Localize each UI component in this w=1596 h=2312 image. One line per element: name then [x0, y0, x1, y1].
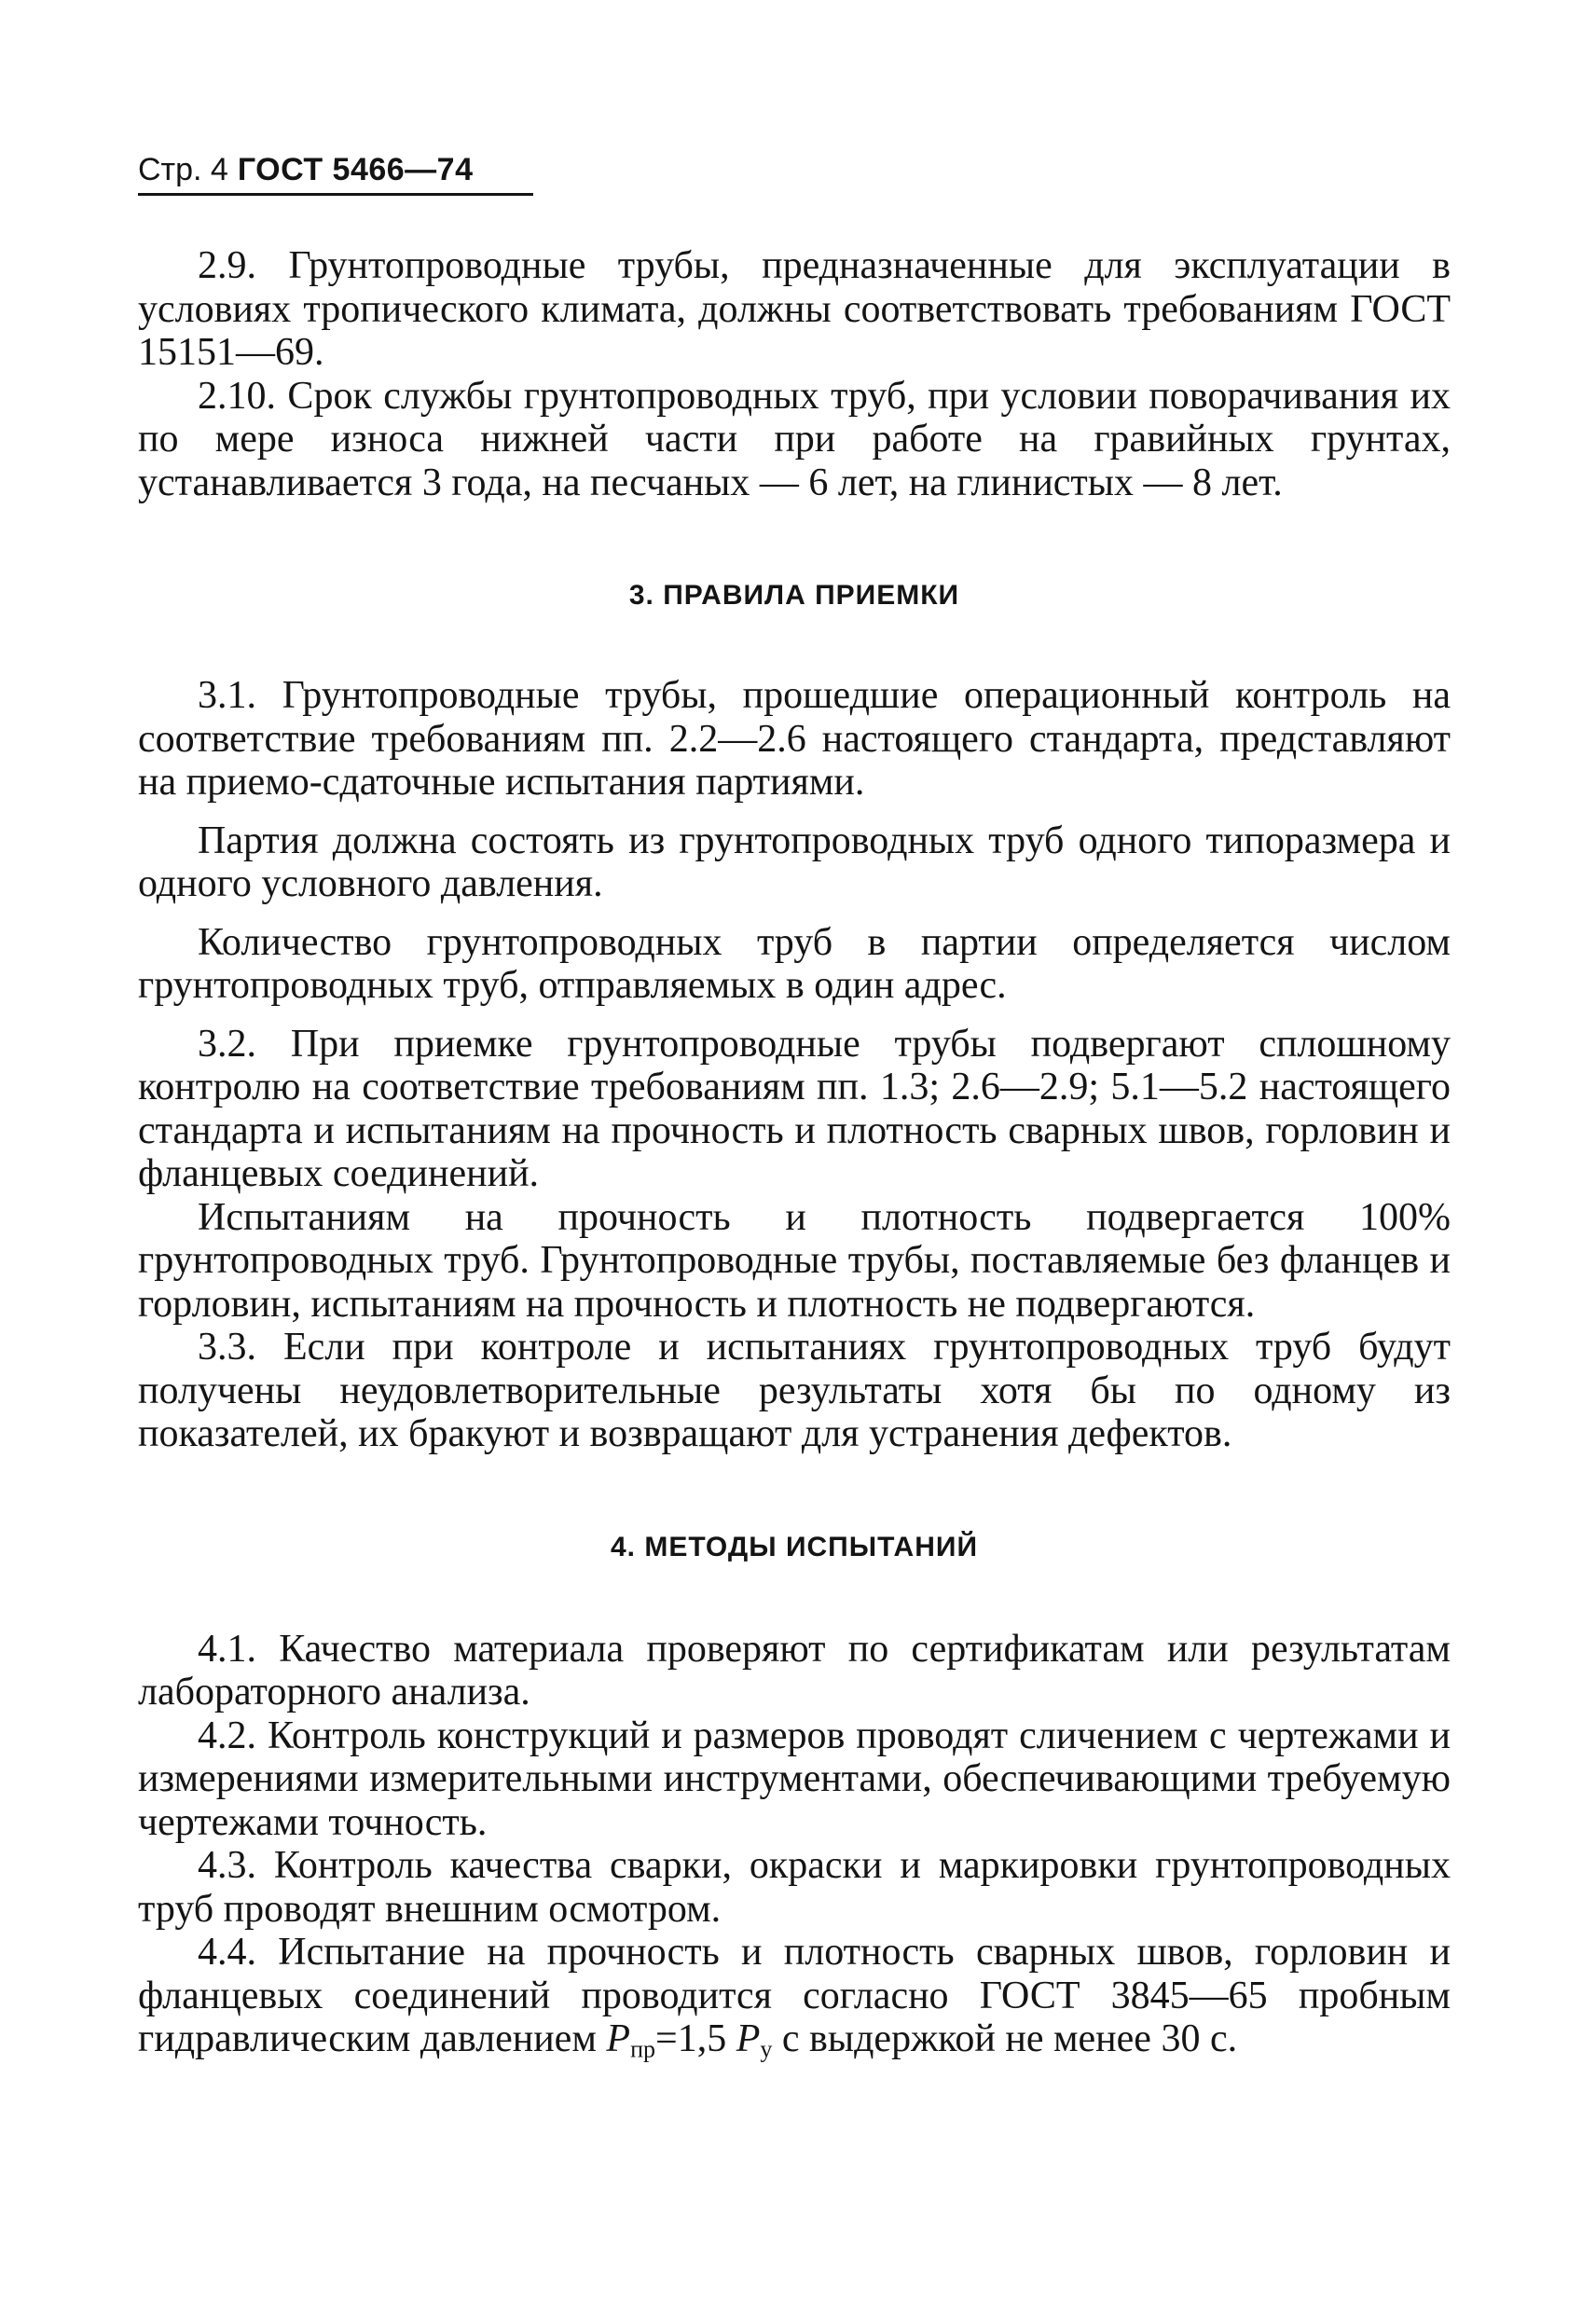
paragraph-4-3: 4.3. Контроль качества сварки, окраски и маркировки грунтопроводных труб проводят внешним осмотром. — [138, 1844, 1451, 1931]
page-number: Стр. 4 — [138, 152, 228, 187]
nominal-pressure-subscript: у — [760, 2035, 773, 2063]
paragraph-3-2: 3.2. При приемке грунтопроводные трубы подвергают сплошному контролю на соответствие требованиям пп. 1.3; 2.6—2.9; 5.1—5.2 настоящего стандарта и испытаниям на прочность и плотность сварных швов, горловин и фланцевых соединений. — [138, 1022, 1451, 1195]
header-rule — [138, 193, 533, 196]
paragraph-3-1-batch: Партия должна состоять из грунтопроводных труб одного типоразмера и одного условного давления. — [138, 819, 1451, 905]
document-body — [138, 244, 1451, 2071]
paragraph-2-9: 2.9. Грунтопроводные трубы, предназначенные для эксплуатации в условиях тропического климата, должны соответствовать требованиям ГОСТ 15151—69. — [138, 244, 1451, 374]
paragraph-4-4-text: 4.4. Испытание на прочность и плотность сварных швов, горловин и фланцевых соединений проводится согласно ГОСТ 3845—65 пробным гидравлическим давлением — [138, 1931, 1451, 2060]
standard-number: ГОСТ 5466—74 — [237, 152, 474, 187]
paragraph-3-2-tests: Испытаниям на прочность и плотность подвергается 100% грунтопроводных труб. Грунтопроводные трубы, поставляемые без фланцев и горловин, испытаниям на прочность и плотность не подвергаются. — [138, 1195, 1451, 1326]
paragraph-3-3: 3.3. Если при контроле и испытаниях грунтопроводных труб будут получены неудовлетворительные результаты хотя бы по одному из показателей, их бракуют и возвращают для устранения дефектов. — [138, 1326, 1451, 1455]
paragraph-3-1-quantity: Количество грунтопроводных труб в партии определяется числом грунтопроводных труб, отправляемых в один адрес. — [138, 920, 1451, 1007]
pressure-ratio: =1,5 — [655, 2017, 736, 2060]
test-pressure-subscript: пр — [630, 2035, 656, 2063]
section-3-heading: 3. ПРАВИЛА ПРИЕМКИ — [628, 580, 960, 611]
paragraph-4-1: 4.1. Качество материала проверяют по сертификатам или результатам лабораторного анализа. — [138, 1627, 1451, 1713]
test-pressure-symbol: P — [606, 2017, 631, 2060]
page-header — [138, 151, 474, 188]
paragraph-4-2: 4.2. Контроль конструкций и размеров проводят сличением с чертежами и измерениями измерительными инструментами, обеспечивающими требуемую чертежами точность. — [138, 1713, 1451, 1844]
paragraph-2-10: 2.10. Срок службы грунтопроводных труб, при условии поворачивания их по мере износа нижней части при работе на гравийных грунтах, устанавливается 3 года, на песчаных — 6 лет, на глинистых — 8 лет. — [138, 374, 1451, 504]
nominal-pressure-symbol: P — [736, 2017, 761, 2060]
paragraph-4-4 — [138, 1931, 1451, 2071]
section-4-heading: 4. МЕТОДЫ ИСПЫТАНИЙ — [611, 1531, 978, 1562]
paragraph-4-4-tail: с выдержкой не менее 30 с. — [772, 2017, 1238, 2060]
paragraph-3-1: 3.1. Грунтопроводные трубы, прошедшие операционный контроль на соответствие требованиям пп. 2.2—2.6 настоящего стандарта, представляют на приемо-сдаточные испытания партиями. — [138, 674, 1451, 804]
